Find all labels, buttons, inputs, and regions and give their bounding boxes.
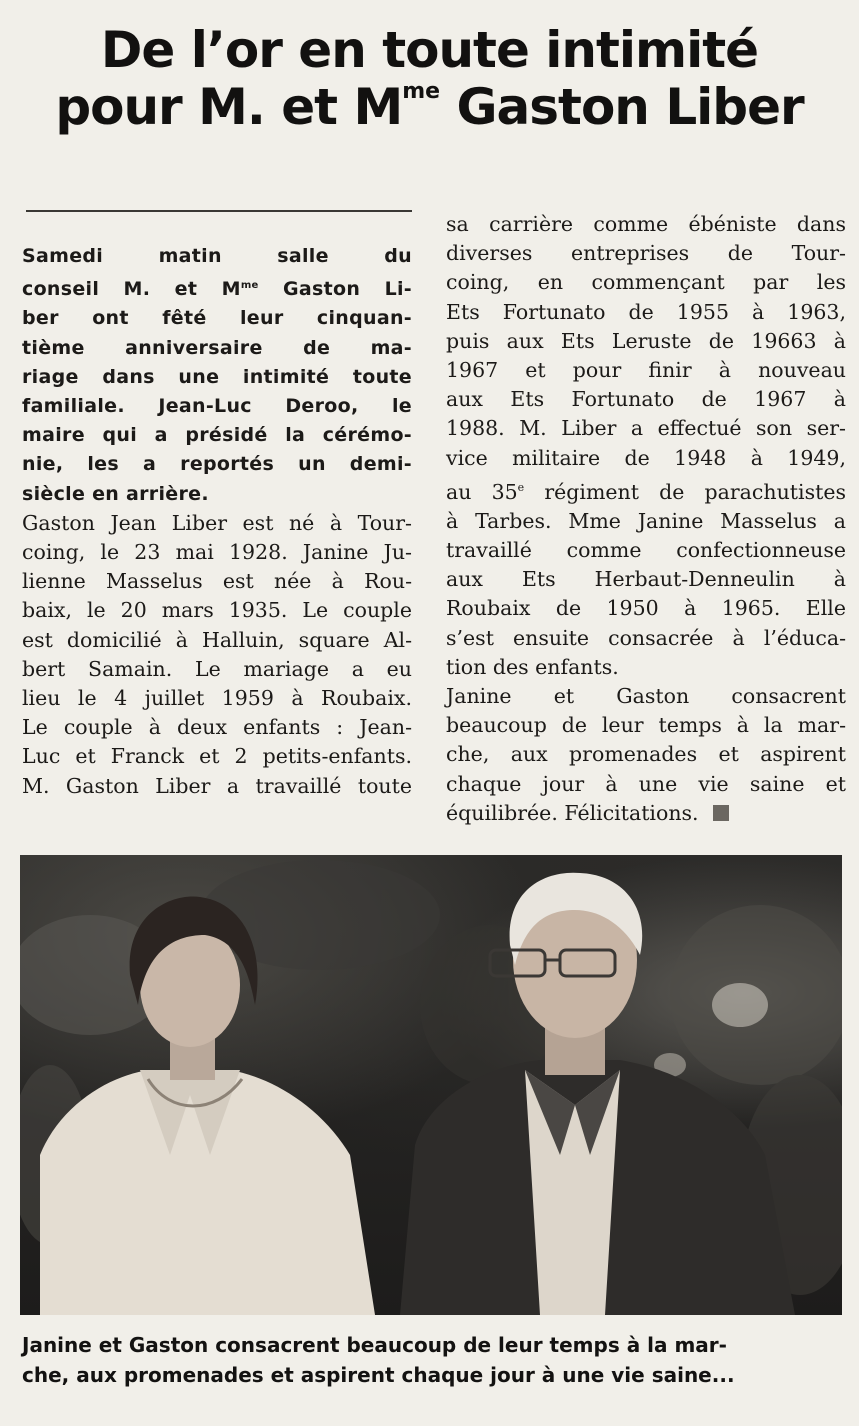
lead-line: siècle en arrière.	[22, 482, 209, 505]
lead-line: nie, les a reportés un demi-	[22, 453, 412, 476]
body-line: lienne Masselus est née à Rou-	[22, 569, 412, 594]
body-line: à Tarbes. Mme Janine Masselus a	[446, 508, 846, 533]
ordinal-suffix: e	[517, 480, 525, 494]
lead-line-start: conseil M. et M	[22, 278, 241, 301]
body-line: Le couple à deux enfants : Jean-	[22, 715, 412, 740]
body-line: diverses entreprises de Tour-	[446, 241, 846, 266]
body-line: tion des enfants.	[446, 654, 619, 679]
body-line: s’est ensuite consacrée à l’éduca-	[446, 625, 846, 650]
lead-line-end: Gaston Li-	[258, 278, 412, 301]
body-line-end: régiment de parachutistes	[524, 479, 846, 504]
body-line: aux Ets Fortunato de 1967 à	[446, 387, 846, 412]
body-line: Luc et Franck et 2 petits-enfants.	[22, 744, 412, 769]
body-line: 1967 et pour finir à nouveau	[446, 358, 846, 383]
lead-line: ber ont fêté leur cinquan-	[22, 307, 412, 330]
lead-line: maire qui a présidé la cérémo-	[22, 424, 412, 447]
body-line: puis aux Ets Leruste de 19663 à	[446, 328, 846, 353]
body-line: est domicilié à Halluin, square Al-	[22, 627, 412, 652]
body-line: chaque jour à une vie saine et	[446, 771, 846, 796]
body-line-last	[446, 799, 846, 828]
body-line: 1988. M. Liber a effectué son ser-	[446, 416, 846, 441]
body-line-start: au 35	[446, 479, 518, 504]
body-line: M. Gaston Liber a travaillé toute	[22, 773, 412, 798]
body-line-last-text: équilibrée. Félicitations.	[446, 800, 699, 825]
body-line: vice militaire de 1948 à 1949,	[446, 445, 846, 470]
lead-paragraph	[22, 242, 412, 509]
body-line: che, aux promenades et aspirent	[446, 742, 846, 767]
body-line: beaucoup de leur temps à la mar-	[446, 713, 846, 738]
body-paragraph-right	[446, 210, 846, 682]
headline-line-2	[0, 79, 859, 136]
headline	[0, 22, 859, 136]
lead-line: riage dans une intimité toute	[22, 365, 412, 388]
body-line: baix, le 20 mars 1935. Le couple	[22, 598, 412, 623]
lead-line: tième anniversaire de ma-	[22, 336, 412, 359]
end-of-article-square-icon	[713, 805, 729, 821]
couple-photo	[20, 855, 842, 1315]
headline-line-2-end: Gaston Liber	[440, 78, 804, 136]
body-line: sa carrière comme ébéniste dans	[446, 212, 846, 236]
caption-line: Janine et Gaston consacrent beaucoup de leur temps à la mar-	[22, 1333, 727, 1357]
photo-caption	[22, 1330, 842, 1390]
lead-line: familiale. Jean-Luc Deroo, le	[22, 395, 412, 418]
body-line: Roubaix de 1950 à 1965. Elle	[446, 596, 846, 621]
body-line: coing, en commençant par les	[446, 270, 846, 295]
lead-line	[22, 271, 412, 304]
body-line: aux Ets Herbaut-Denneulin à	[446, 567, 846, 592]
headline-madame-abbr: me	[402, 79, 441, 104]
body-paragraph-left	[22, 509, 412, 801]
lead-line: Samedi matin salle du	[22, 245, 412, 267]
couple-photo-illustration	[20, 855, 842, 1315]
body-line: lieu le 4 juillet 1959 à Roubaix.	[22, 686, 412, 711]
body-line: Ets Fortunato de 1955 à 1963,	[446, 299, 846, 324]
body-line: travaillé comme confectionneuse	[446, 538, 846, 563]
article-column-right	[446, 210, 846, 828]
article-column-left	[22, 242, 412, 801]
body-line: Gaston Jean Liber est né à Tour-	[22, 510, 412, 535]
headline-line-2-start: pour M. et M	[55, 78, 403, 136]
caption-line: che, aux promenades et aspirent chaque jour à une vie saine...	[22, 1363, 735, 1387]
body-line: bert Samain. Le mariage a eu	[22, 656, 412, 681]
body-line	[446, 473, 846, 507]
lead-madame-abbr: me	[240, 280, 259, 292]
body-line: coing, le 23 mai 1928. Janine Ju-	[22, 540, 412, 565]
column-rule	[26, 210, 412, 212]
headline-line-1: De l’or en toute intimité	[100, 21, 759, 79]
body-line: Janine et Gaston consacrent	[446, 684, 846, 709]
body-paragraph-closing	[446, 682, 846, 828]
